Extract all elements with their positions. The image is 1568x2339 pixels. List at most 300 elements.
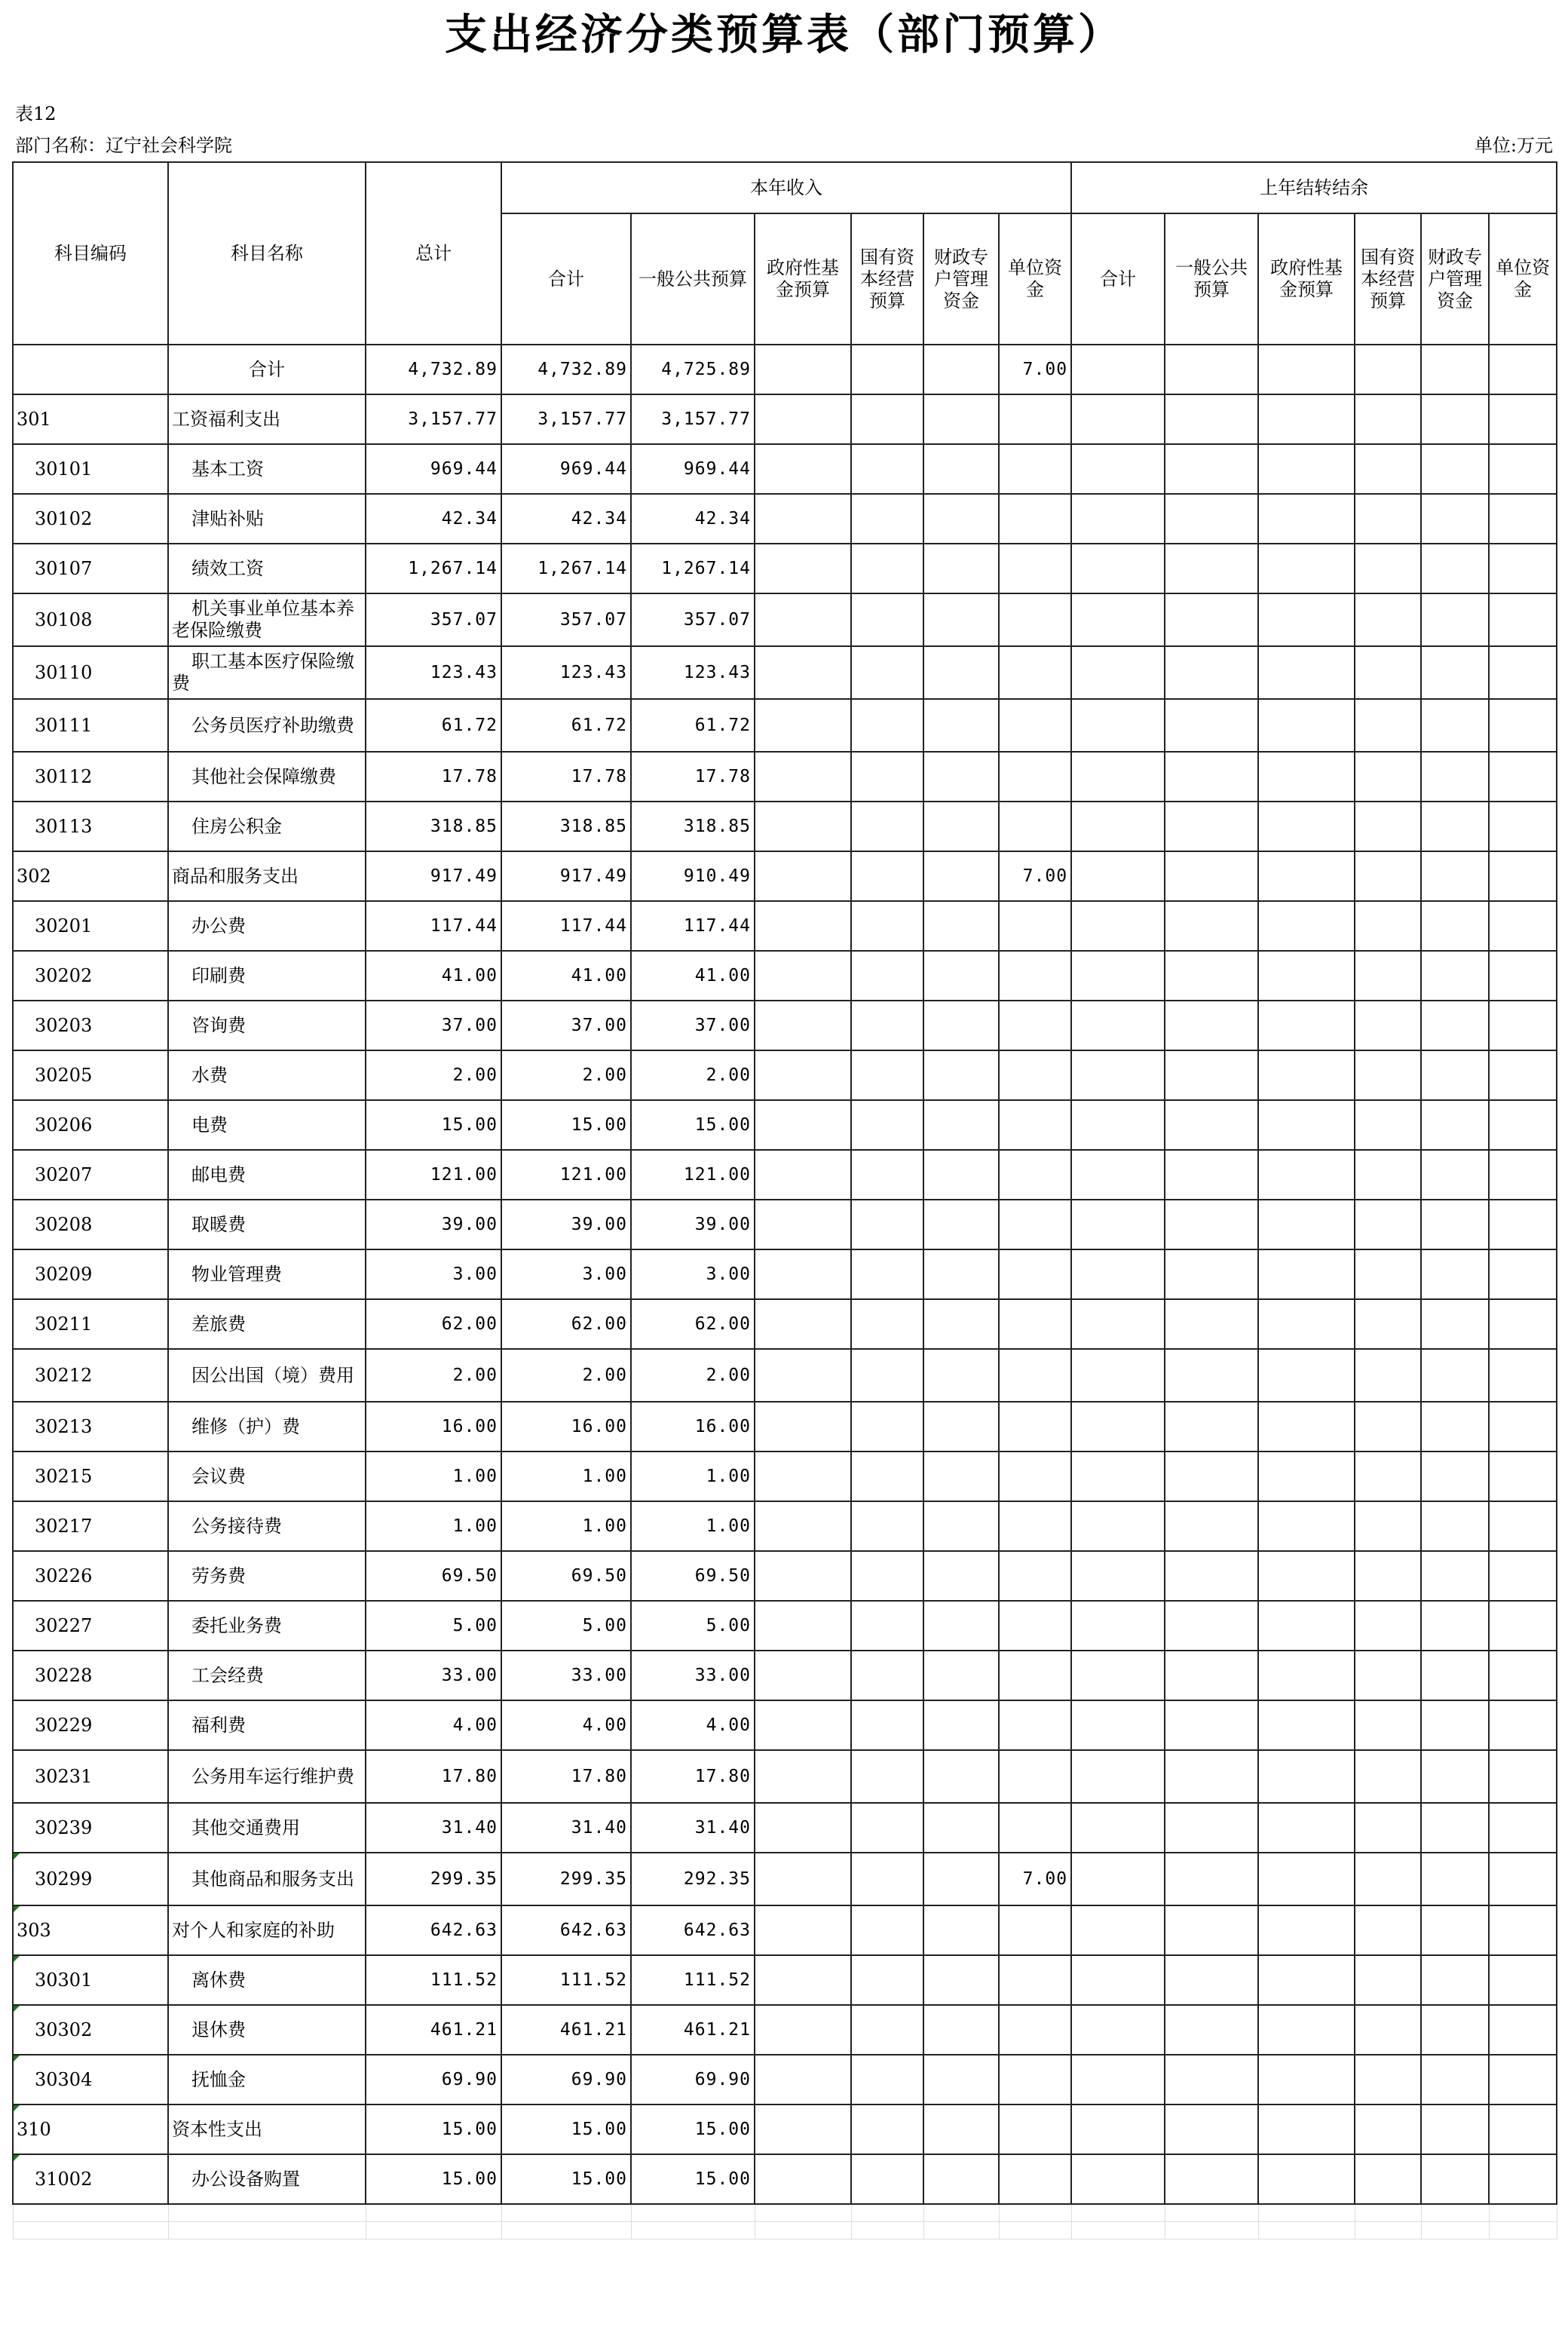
row-carryover-cell [1071,901,1165,951]
row-total: 15.00 [366,2154,501,2204]
row-cur-state-capital [851,699,923,752]
row-cur-unit-fund [999,752,1071,802]
row-carryover-cell [1258,1249,1355,1299]
row-carryover-cell [1421,2154,1489,2204]
row-cur-state-capital [851,1803,923,1853]
row-cur-gov-fund [755,494,851,544]
row-carryover-cell [1421,1700,1489,1750]
row-code: 30205 [13,1050,168,1100]
row-cur-special-account [923,752,999,802]
row-cur-unit-fund [999,1100,1071,1150]
row-cur-general: 5.00 [631,1601,755,1651]
row-total: 33.00 [366,1651,501,1700]
row-cur-general: 15.00 [631,1100,755,1150]
row-carryover-cell [1421,752,1489,802]
header-cur-gov-fund: 政府性基金预算 [755,213,851,345]
row-code: 30208 [13,1200,168,1249]
row-carryover-cell [1258,2005,1355,2055]
empty-cell [755,2222,851,2239]
row-cur-state-capital [851,1402,923,1452]
row-cur-total: 31.40 [501,1803,631,1853]
header-current-income: 本年收入 [501,162,1071,213]
row-cur-special-account [923,1601,999,1651]
row-carryover-cell [1489,646,1557,699]
row-carryover-cell [1165,1501,1258,1551]
empty-cell [13,2222,168,2239]
row-cur-unit-fund [999,951,1071,1001]
row-cur-gov-fund [755,2154,851,2204]
row-carryover-cell [1421,593,1489,646]
row-cur-gov-fund [755,1299,851,1349]
row-carryover-cell [1355,1100,1421,1150]
row-carryover-cell [1421,1050,1489,1100]
row-cur-gov-fund [755,1905,851,1955]
row-carryover-cell [1165,2154,1258,2204]
empty-cell [366,2204,501,2222]
row-carryover-cell [1489,1700,1557,1750]
row-carryover-cell [1489,951,1557,1001]
row-cur-unit-fund [999,2055,1071,2104]
row-cur-total: 4,732.89 [501,345,631,394]
row-carryover-cell [1165,1452,1258,1501]
row-cur-general: 4,725.89 [631,345,755,394]
row-carryover-cell [1165,1200,1258,1249]
row-name: 资本性支出 [168,2104,366,2154]
row-cur-total: 318.85 [501,802,631,851]
row-cur-total: 1.00 [501,1452,631,1501]
row-carryover-cell [1355,1299,1421,1349]
row-cur-gov-fund [755,1150,851,1200]
empty-cell [851,2204,923,2222]
row-cur-gov-fund [755,2104,851,2154]
row-cur-gov-fund [755,1853,851,1905]
row-carryover-cell [1355,1349,1421,1402]
row-carryover-cell [1421,1551,1489,1601]
row-cur-state-capital [851,646,923,699]
row-name: 维修（护）费 [168,1402,366,1452]
row-carryover-cell [1421,699,1489,752]
row-cur-total: 299.35 [501,1853,631,1905]
budget-table [12,161,1557,2239]
row-carryover-cell [1355,544,1421,593]
row-total: 31.40 [366,1803,501,1853]
row-carryover-cell [1355,1750,1421,1803]
row-carryover-cell [1258,1651,1355,1700]
row-cur-total: 62.00 [501,1299,631,1349]
row-total: 5.00 [366,1601,501,1651]
row-cur-special-account [923,1402,999,1452]
row-code: 30231 [13,1750,168,1803]
row-carryover-cell [1071,1955,1165,2005]
row-carryover-cell [1258,1299,1355,1349]
row-carryover-cell [1165,1750,1258,1803]
row-name: 差旅费 [168,1299,366,1349]
row-cur-general: 1.00 [631,1452,755,1501]
row-cur-unit-fund [999,1905,1071,1955]
row-cur-total: 17.78 [501,752,631,802]
table-row [13,1551,1557,1601]
row-carryover-cell [1355,951,1421,1001]
row-cur-state-capital [851,544,923,593]
row-cur-general: 1,267.14 [631,544,755,593]
row-code: 302 [13,851,168,901]
row-carryover-cell [1489,1100,1557,1150]
row-code: 30226 [13,1551,168,1601]
row-carryover-cell [1421,1001,1489,1050]
row-carryover-cell [1421,851,1489,901]
row-carryover-cell [1421,544,1489,593]
table-row [13,1452,1557,1501]
header-name: 科目名称 [168,162,366,345]
empty-cell [999,2222,1071,2239]
row-carryover-cell [1489,1050,1557,1100]
row-cur-total: 5.00 [501,1601,631,1651]
row-carryover-cell [1421,646,1489,699]
row-cur-special-account [923,1803,999,1853]
row-cur-total: 15.00 [501,2104,631,2154]
row-cur-unit-fund [999,1200,1071,1249]
row-cur-total: 1,267.14 [501,544,631,593]
row-cur-state-capital [851,1905,923,1955]
row-cur-state-capital [851,1651,923,1700]
row-carryover-cell [1258,1452,1355,1501]
row-cur-unit-fund [999,1349,1071,1402]
row-carryover-cell [1165,699,1258,752]
row-total: 17.78 [366,752,501,802]
row-carryover-cell [1165,851,1258,901]
row-carryover-cell [1355,802,1421,851]
table-row [13,1050,1557,1100]
row-code: 30212 [13,1349,168,1402]
row-cur-state-capital [851,951,923,1001]
row-cur-general: 123.43 [631,646,755,699]
row-name: 其他商品和服务支出 [168,1853,366,1905]
row-carryover-cell [1258,544,1355,593]
row-carryover-cell [1355,1249,1421,1299]
row-cur-unit-fund [999,494,1071,544]
header-cur-unit-fund: 单位资金 [999,213,1071,345]
row-cur-state-capital [851,2154,923,2204]
row-cur-gov-fund [755,1249,851,1299]
row-cur-special-account [923,699,999,752]
row-carryover-cell [1258,1750,1355,1803]
row-total: 42.34 [366,494,501,544]
row-total: 15.00 [366,2104,501,2154]
row-carryover-cell [1355,1551,1421,1601]
row-cur-special-account [923,1349,999,1402]
header-co-total: 合计 [1071,213,1165,345]
row-name: 取暖费 [168,1200,366,1249]
row-cur-gov-fund [755,544,851,593]
row-cur-gov-fund [755,394,851,444]
row-cur-unit-fund [999,1299,1071,1349]
row-carryover-cell [1165,646,1258,699]
header-co-special-account: 财政专户管理资金 [1421,213,1489,345]
row-carryover-cell [1421,1150,1489,1200]
row-cur-unit-fund [999,699,1071,752]
row-cur-total: 15.00 [501,1100,631,1150]
row-carryover-cell [1071,1853,1165,1905]
row-code: 30228 [13,1651,168,1700]
row-cur-gov-fund [755,444,851,494]
row-cur-special-account [923,1501,999,1551]
row-code: 30202 [13,951,168,1001]
row-carryover-cell [1165,802,1258,851]
table-row [13,1700,1557,1750]
row-cur-total: 642.63 [501,1905,631,1955]
row-total: 357.07 [366,593,501,646]
row-cur-gov-fund [755,1349,851,1402]
row-cur-general: 2.00 [631,1349,755,1402]
row-cur-state-capital [851,1249,923,1299]
row-cur-state-capital [851,1601,923,1651]
row-cur-general: 111.52 [631,1955,755,2005]
row-total: 111.52 [366,1955,501,2005]
row-carryover-cell [1421,2104,1489,2154]
table-row [13,1853,1557,1905]
row-cur-gov-fund [755,1100,851,1150]
row-cur-unit-fund [999,802,1071,851]
row-carryover-cell [1421,1601,1489,1651]
row-carryover-cell [1258,1001,1355,1050]
row-name: 工会经费 [168,1651,366,1700]
row-cur-general: 121.00 [631,1150,755,1200]
row-carryover-cell [1071,1050,1165,1100]
row-carryover-cell [1421,1905,1489,1955]
row-carryover-cell [1165,951,1258,1001]
table-row [13,752,1557,802]
row-cur-total: 969.44 [501,444,631,494]
row-total: 117.44 [366,901,501,951]
row-carryover-cell [1165,593,1258,646]
row-carryover-cell [1165,1803,1258,1853]
row-carryover-cell [1258,851,1355,901]
row-cur-gov-fund [755,1452,851,1501]
row-carryover-cell [1258,1853,1355,1905]
row-cur-special-account [923,1050,999,1100]
empty-cell [631,2204,755,2222]
row-carryover-cell [1355,394,1421,444]
row-cur-gov-fund [755,1200,851,1249]
row-cur-special-account [923,1200,999,1249]
row-cur-unit-fund [999,1150,1071,1200]
row-carryover-cell [1071,1452,1165,1501]
row-carryover-cell [1489,2055,1557,2104]
row-cur-unit-fund [999,444,1071,494]
row-carryover-cell [1071,394,1165,444]
row-cur-unit-fund [999,1249,1071,1299]
row-cur-general: 910.49 [631,851,755,901]
row-carryover-cell [1165,1651,1258,1700]
table-row [13,2005,1557,2055]
empty-row [13,2222,1557,2239]
table-row [13,1249,1557,1299]
table-row [13,394,1557,444]
row-carryover-cell [1489,345,1557,394]
row-carryover-cell [1071,1402,1165,1452]
row-carryover-cell [1489,1750,1557,1803]
row-cur-special-account [923,646,999,699]
row-carryover-cell [1071,1601,1165,1651]
row-carryover-cell [1258,2055,1355,2104]
row-code: 30203 [13,1001,168,1050]
table-row [13,2154,1557,2204]
table-row [13,1402,1557,1452]
row-cur-unit-fund [999,394,1071,444]
row-cur-general: 42.34 [631,494,755,544]
row-carryover-cell [1355,1501,1421,1551]
row-cur-special-account [923,802,999,851]
row-carryover-cell [1355,345,1421,394]
table-row [13,1150,1557,1200]
table-row [13,1803,1557,1853]
row-carryover-cell [1421,1955,1489,2005]
row-total: 62.00 [366,1299,501,1349]
table-row [13,544,1557,593]
row-total: 969.44 [366,444,501,494]
row-carryover-cell [1355,1853,1421,1905]
table-row [13,1501,1557,1551]
row-carryover-cell [1258,345,1355,394]
row-cur-unit-fund: 7.00 [999,1853,1071,1905]
row-code: 30299 [13,1853,168,1905]
row-cur-special-account [923,2055,999,2104]
row-carryover-cell [1489,544,1557,593]
row-carryover-cell [1165,544,1258,593]
row-cur-total: 357.07 [501,593,631,646]
table-row [13,802,1557,851]
row-name: 办公费 [168,901,366,951]
row-carryover-cell [1489,1150,1557,1200]
row-code: 30102 [13,494,168,544]
row-cur-total: 111.52 [501,1955,631,2005]
table-row [13,851,1557,901]
header-cur-general: 一般公共预算 [631,213,755,345]
row-carryover-cell [1489,901,1557,951]
row-cur-total: 16.00 [501,1402,631,1452]
row-carryover-cell [1258,752,1355,802]
row-carryover-cell [1489,1349,1557,1402]
row-carryover-cell [1258,802,1355,851]
row-name: 离休费 [168,1955,366,2005]
empty-cell [851,2222,923,2239]
row-carryover-cell [1165,1299,1258,1349]
row-carryover-cell [1355,1452,1421,1501]
row-name: 工资福利支出 [168,394,366,444]
row-cur-special-account [923,394,999,444]
row-total: 4.00 [366,1700,501,1750]
row-carryover-cell [1421,1249,1489,1299]
row-carryover-cell [1421,444,1489,494]
row-carryover-cell [1489,1299,1557,1349]
row-cur-unit-fund [999,2104,1071,2154]
row-name: 办公设备购置 [168,2154,366,2204]
empty-cell [1258,2204,1355,2222]
row-carryover-cell [1355,444,1421,494]
row-carryover-cell [1258,1905,1355,1955]
row-cur-total: 3.00 [501,1249,631,1299]
table-row [13,1750,1557,1803]
table-row [13,494,1557,544]
empty-cell [1355,2204,1421,2222]
row-total: 461.21 [366,2005,501,2055]
row-carryover-cell [1489,699,1557,752]
table-row [13,2104,1557,2154]
row-carryover-cell [1071,2005,1165,2055]
row-cur-special-account [923,444,999,494]
row-cur-state-capital [851,1750,923,1803]
row-carryover-cell [1165,1001,1258,1050]
row-total: 1.00 [366,1452,501,1501]
row-cur-state-capital [851,1100,923,1150]
row-carryover-cell [1258,1402,1355,1452]
row-carryover-cell [1355,1050,1421,1100]
header-co-general: 一般公共预算 [1165,213,1258,345]
row-carryover-cell [1489,802,1557,851]
row-carryover-cell [1071,345,1165,394]
row-cur-general: 3,157.77 [631,394,755,444]
row-cur-unit-fund [999,901,1071,951]
row-cur-special-account [923,1750,999,1803]
row-cur-state-capital [851,1200,923,1249]
row-name: 公务接待费 [168,1501,366,1551]
row-carryover-cell [1071,1249,1165,1299]
row-total: 3,157.77 [366,394,501,444]
row-carryover-cell [1071,1803,1165,1853]
row-cur-general: 292.35 [631,1853,755,1905]
row-name: 公务员医疗补助缴费 [168,699,366,752]
row-carryover-cell [1258,699,1355,752]
row-carryover-cell [1355,2154,1421,2204]
row-carryover-cell [1355,901,1421,951]
row-cur-gov-fund [755,851,851,901]
row-cur-general: 4.00 [631,1700,755,1750]
empty-cell [13,2204,168,2222]
row-carryover-cell [1489,1803,1557,1853]
row-code: 30301 [13,1955,168,2005]
row-name: 公务用车运行维护费 [168,1750,366,1803]
row-carryover-cell [1421,1651,1489,1700]
row-carryover-cell [1258,951,1355,1001]
row-carryover-cell [1071,951,1165,1001]
row-cur-special-account [923,2154,999,2204]
row-carryover-cell [1355,1001,1421,1050]
empty-cell [1421,2222,1489,2239]
row-carryover-cell [1421,1200,1489,1249]
row-cur-unit-fund [999,2005,1071,2055]
row-cur-special-account [923,1853,999,1905]
table-row [13,951,1557,1001]
table-row [13,901,1557,951]
row-carryover-cell [1355,1651,1421,1700]
row-cur-general: 461.21 [631,2005,755,2055]
row-cur-special-account [923,494,999,544]
row-cur-state-capital [851,752,923,802]
empty-cell [168,2204,366,2222]
row-code: 310 [13,2104,168,2154]
row-name: 印刷费 [168,951,366,1001]
row-cur-special-account [923,1001,999,1050]
row-name: 津贴补贴 [168,494,366,544]
row-carryover-cell [1489,394,1557,444]
row-cur-state-capital [851,1452,923,1501]
row-cur-special-account [923,1150,999,1200]
row-carryover-cell [1489,1001,1557,1050]
row-cur-total: 37.00 [501,1001,631,1050]
row-cur-unit-fund [999,1601,1071,1651]
row-total: 41.00 [366,951,501,1001]
row-carryover-cell [1071,1750,1165,1803]
